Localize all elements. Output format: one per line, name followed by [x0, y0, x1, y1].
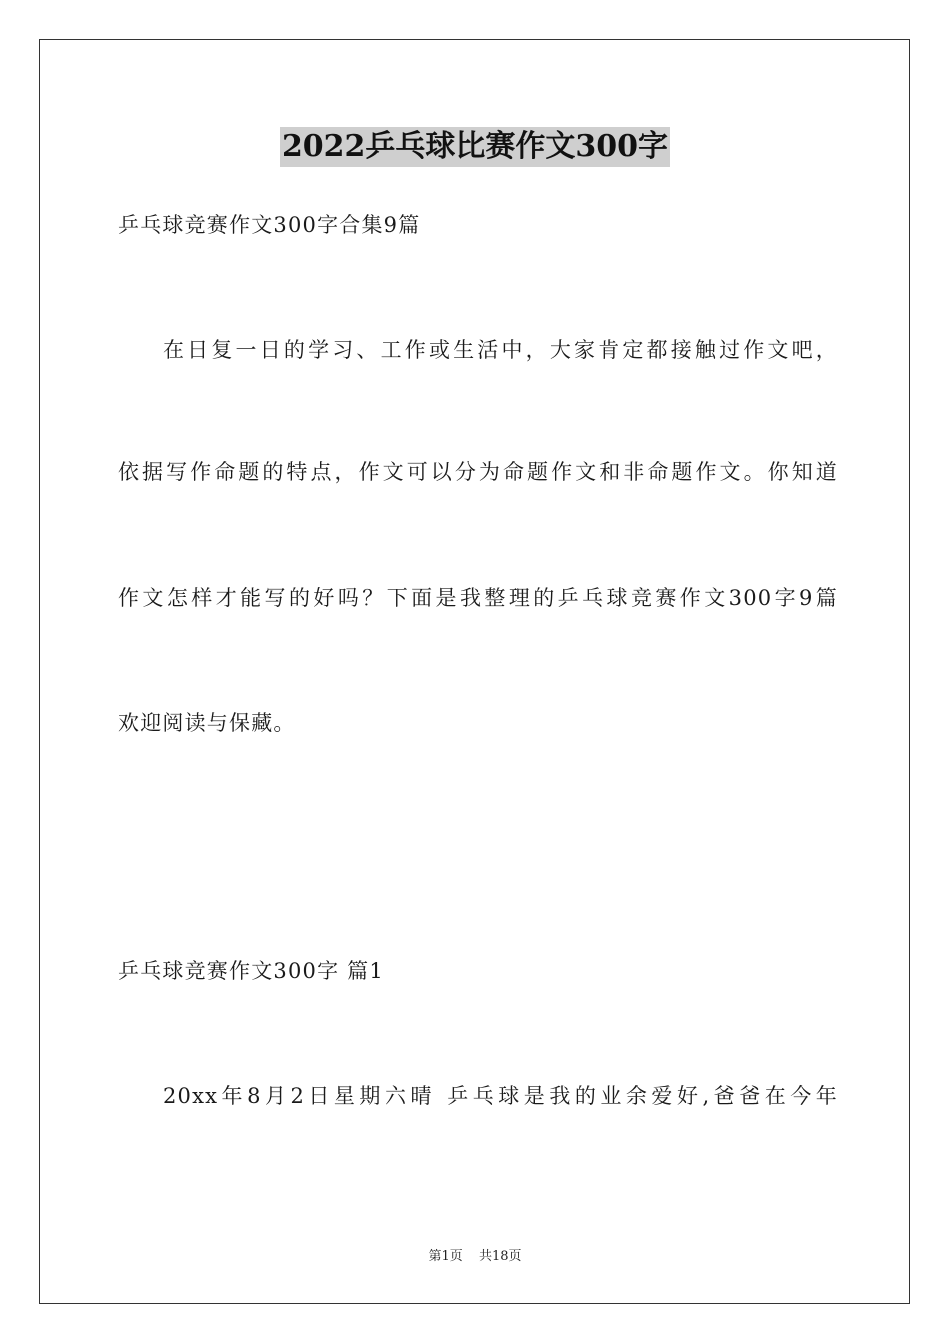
document-title: 2022乒乓球比赛作文300字 [280, 127, 670, 167]
page-number: 第1页 [428, 1249, 463, 1264]
section-heading: 乒乓球竞赛作文300字 篇1 [118, 959, 384, 983]
title-container [0, 127, 950, 167]
document-subtitle: 乒乓球竞赛作文300字合集9篇 [118, 213, 421, 237]
paragraph-line: 在日复一日的学习、工作或生活中，大家肯定都接触过作文吧， [163, 338, 838, 362]
paragraph-line: 作文怎样才能写的好吗？下面是我整理的乒乓球竞赛作文300字9篇 [118, 586, 838, 610]
page-footer [0, 1248, 950, 1266]
page-total: 共18页 [478, 1249, 522, 1264]
paragraph-line: 依据写作命题的特点，作文可以分为命题作文和非命题作文。你知道 [118, 460, 838, 484]
paragraph-line: 欢迎阅读与保藏。 [118, 711, 296, 735]
paragraph-line: 20xx年8月2日星期六晴 乒乓球是我的业余爱好,爸爸在今年 [163, 1084, 838, 1108]
